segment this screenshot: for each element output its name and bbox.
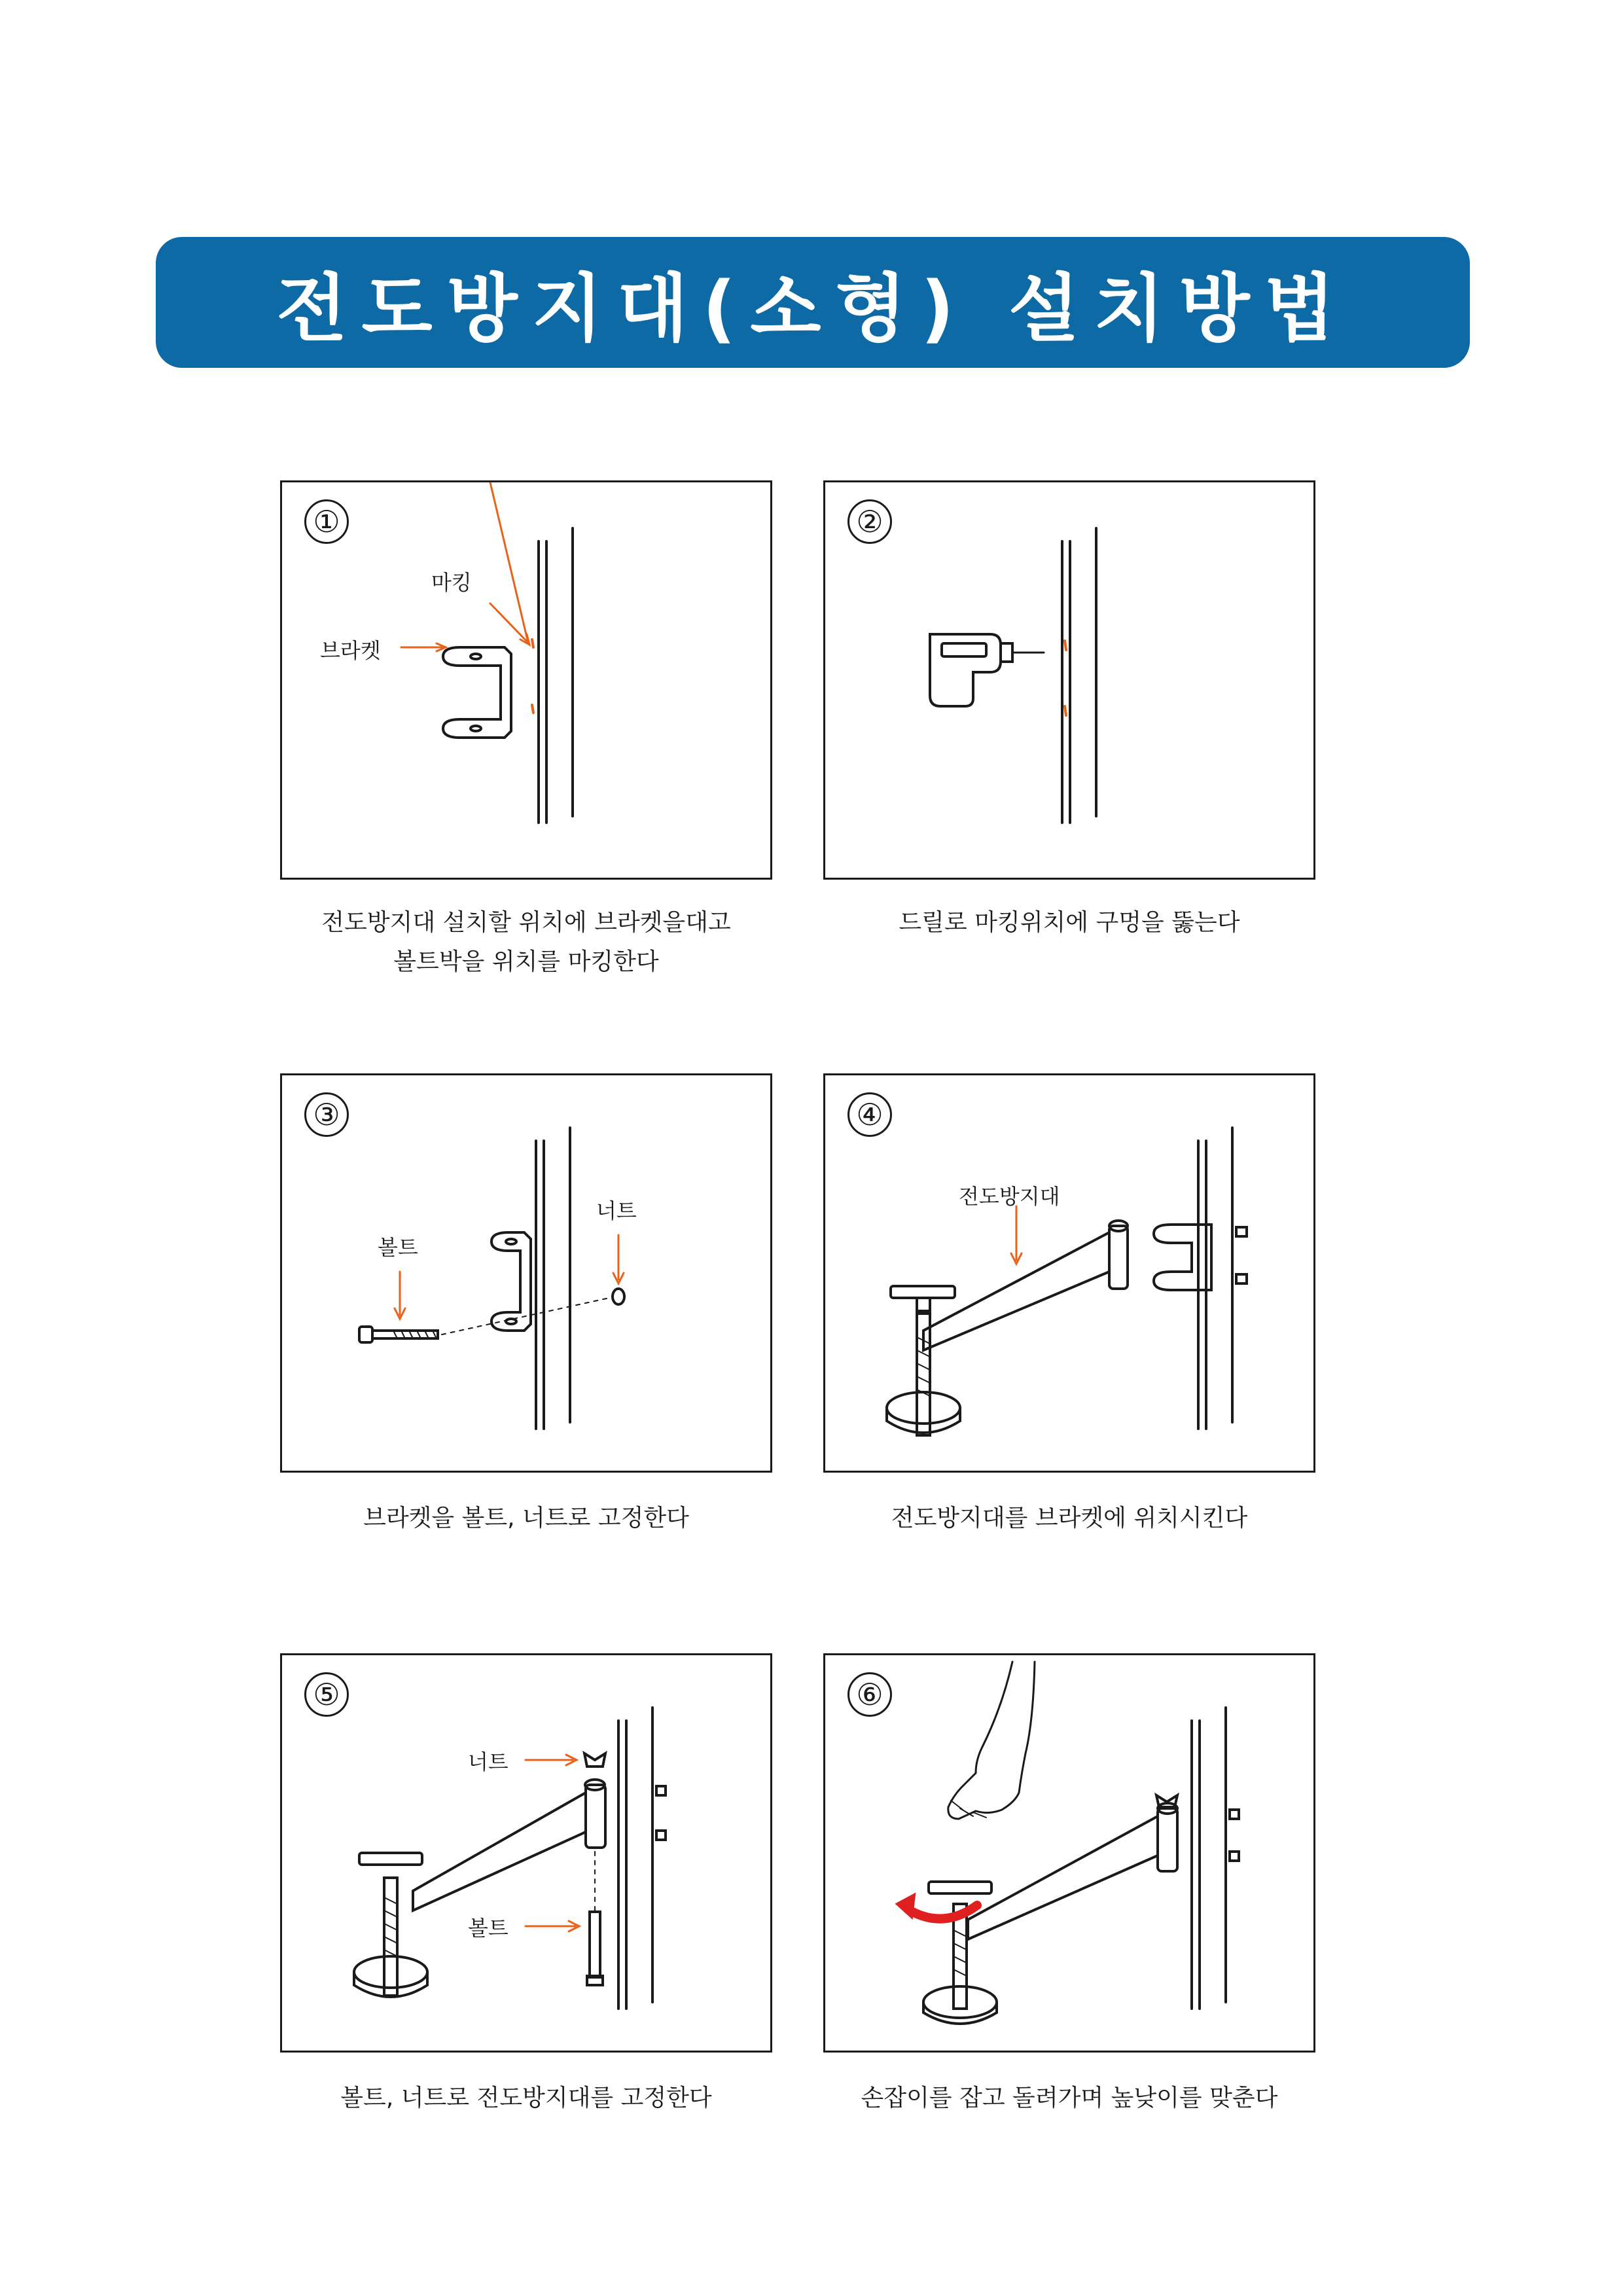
caption-line: 브라켓을 볼트, 너트로 고정한다: [363, 1505, 689, 1532]
drill-icon: [930, 634, 1044, 706]
step-5-caption: [280, 2079, 772, 2118]
nut-label: 너트: [468, 1749, 508, 1774]
caption-line: 전도방지대를 브라켓에 위치시킨다: [891, 1505, 1248, 1532]
step-3-panel: [280, 1073, 772, 1473]
step-number: ⑤: [304, 1672, 349, 1717]
title-banner: [156, 237, 1470, 368]
step-number: ③: [304, 1092, 349, 1137]
caption-line: 볼트, 너트로 전도방지대를 고정한다: [340, 2085, 712, 2111]
nut-label: 너트: [596, 1198, 637, 1223]
step-number: ①: [304, 499, 349, 544]
caption-line: 손잡이를 잡고 돌려가며 높낮이를 맞춘다: [861, 2085, 1278, 2111]
step-number: ⑥: [847, 1672, 892, 1717]
step-6-illustration: [825, 1655, 1317, 2054]
step-6-caption: [823, 2079, 1315, 2118]
bolt-label: 볼트: [468, 1916, 508, 1941]
step-2-illustration: [825, 482, 1317, 882]
step-6-panel: [823, 1653, 1315, 2053]
step-1-caption: [280, 903, 772, 982]
hand-icon: [948, 1662, 1035, 1819]
step-1-panel: [280, 480, 772, 880]
step-4-caption: [823, 1499, 1315, 1538]
caption-line: 볼트박을 위치를 마킹한다: [393, 948, 659, 975]
caption-line: 드릴로 마킹위치에 구멍을 뚫는다: [899, 909, 1240, 936]
step-number: ②: [847, 499, 892, 544]
step-3-illustration: [282, 1075, 774, 1475]
step-1-illustration: [282, 482, 774, 882]
step-4-illustration: [825, 1075, 1317, 1475]
caption-line: 전도방지대 설치할 위치에 브라켓을대고: [321, 909, 731, 936]
step-3-caption: [280, 1499, 772, 1538]
stand-label: 전도방지대: [959, 1184, 1060, 1209]
bolt-label: 볼트: [378, 1235, 418, 1260]
step-5-illustration: [282, 1655, 774, 2054]
step-number: ④: [847, 1092, 892, 1137]
step-2-caption: [823, 903, 1315, 942]
bracket-label: 브라켓: [320, 638, 381, 663]
marking-label: 마킹: [431, 570, 472, 595]
step-5-panel: [280, 1653, 772, 2053]
page-title: 전도방지대(소형) 설치방법: [276, 266, 1349, 351]
step-4-panel: [823, 1073, 1315, 1473]
step-2-panel: [823, 480, 1315, 880]
